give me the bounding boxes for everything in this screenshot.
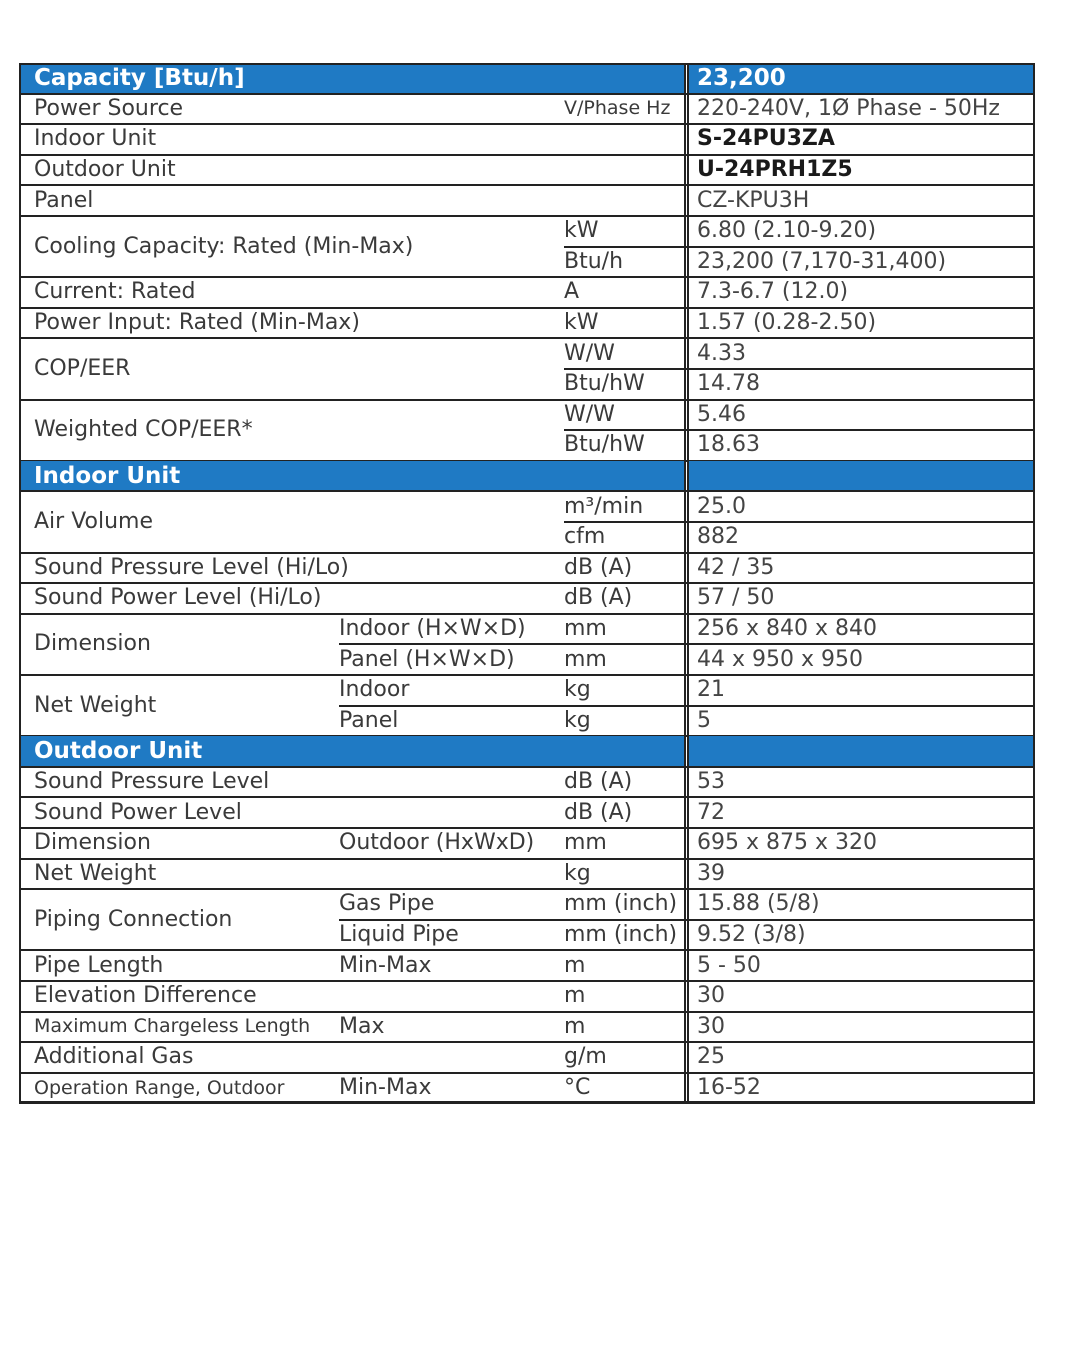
spec-unit: W/W [564,401,615,427]
spec-value: 53 [697,769,725,795]
spec-value: 30 [697,983,725,1009]
spec-value: 25.0 [697,493,746,519]
spec-value: 44 x 950 x 950 [697,646,863,672]
spec-value: 18.63 [697,432,760,458]
spec-label: Sound Power Level (Hi/Lo) [34,585,322,611]
spec-unit: m³/min [564,493,644,519]
section-header-value-band [688,461,1035,492]
spec-label: Air Volume [34,508,154,534]
spec-value: 220-240V, 1Ø Phase - 50Hz [697,95,1000,121]
spec-unit: mm [564,616,607,642]
spec-label: Sound Pressure Level (Hi/Lo) [34,554,349,580]
section-header-value-band [688,736,1035,767]
spec-label: Cooling Capacity: Rated (Min-Max) [34,233,414,259]
spec-unit: m [564,1013,586,1039]
spec-label: Net Weight [34,860,157,886]
spec-qualifier: Indoor [339,677,410,703]
spec-label: Operation Range, Outdoor [34,1076,285,1099]
spec-qualifier: Outdoor (HxWxD) [339,830,535,856]
spec-value: 21 [697,677,725,703]
spec-unit: Btu/h [564,248,624,274]
spec-unit: kW [564,310,599,336]
spec-label: Maximum Chargeless Length [34,1015,311,1038]
spec-unit: A [564,279,580,305]
spec-unit: cfm [564,524,606,550]
spec-label: Power Source [34,95,184,121]
section-header-value: 23,200 [697,64,786,91]
spec-label: COP/EER [34,355,131,381]
spec-value: 14.78 [697,371,760,397]
spec-value: 5 [697,707,711,733]
spec-unit: kg [564,677,591,703]
spec-label: Weighted COP/EER* [34,417,253,443]
spec-label: Current: Rated [34,279,196,305]
spec-unit: V/Phase Hz [564,97,671,120]
spec-unit: kg [564,860,591,886]
spec-value: 9.52 (3/8) [697,922,806,948]
spec-unit: °C [564,1075,591,1101]
spec-unit: Btu/hW [564,371,645,397]
section-header-label: Capacity [Btu/h] [34,64,245,91]
spec-value: 5.46 [697,401,746,427]
spec-value: 16-52 [697,1075,761,1101]
spec-unit: dB (A) [564,585,633,611]
spec-value: CZ-KPU3H [697,187,810,213]
spec-value: 15.88 (5/8) [697,891,820,917]
spec-value: 695 x 875 x 320 [697,830,877,856]
spec-unit: mm (inch) [564,891,678,917]
spec-label: Net Weight [34,692,157,718]
spec-label: Power Input: Rated (Min-Max) [34,310,360,336]
spec-unit: dB (A) [564,799,633,825]
spec-label: Sound Power Level [34,799,242,825]
spec-value: 256 x 840 x 840 [697,616,877,642]
spec-label: Pipe Length [34,952,164,978]
spec-label: Elevation Difference [34,983,257,1009]
spec-qualifier: Max [339,1013,385,1039]
spec-label: Sound Pressure Level [34,769,270,795]
spec-unit: Btu/hW [564,432,645,458]
spec-label: Outdoor Unit [34,157,176,183]
spec-value: 1.57 (0.28-2.50) [697,310,877,336]
spec-label: Piping Connection [34,906,233,932]
spec-label: Dimension [34,631,151,657]
spec-value: 72 [697,799,725,825]
spec-value: 7.3-6.7 (12.0) [697,279,849,305]
spec-value: 4.33 [697,340,746,366]
spec-table [19,63,1035,1103]
spec-value: 30 [697,1013,725,1039]
spec-value: 23,200 (7,170-31,400) [697,248,947,274]
spec-unit: kW [564,218,599,244]
spec-value: 882 [697,524,739,550]
spec-unit: m [564,952,586,978]
spec-value: 6.80 (2.10-9.20) [697,218,877,244]
spec-label: Panel [34,187,94,213]
spec-unit: mm (inch) [564,922,678,948]
spec-label: Indoor Unit [34,126,157,152]
spec-value: S-24PU3ZA [697,126,835,152]
spec-unit: g/m [564,1044,607,1070]
spec-label: Additional Gas [34,1044,194,1070]
row-divider [19,1102,1035,1104]
spec-value: 39 [697,860,725,886]
spec-unit: kg [564,707,591,733]
spec-unit: mm [564,646,607,672]
spec-label: Dimension [34,830,151,856]
spec-unit: m [564,983,586,1009]
spec-qualifier: Gas Pipe [339,891,435,917]
column-divider [684,63,686,1103]
spec-value: 57 / 50 [697,585,775,611]
column-divider [687,63,689,1103]
spec-qualifier: Panel [339,707,399,733]
spec-qualifier: Panel (H×W×D) [339,646,515,672]
spec-value: 42 / 35 [697,554,775,580]
spec-value: U-24PRH1Z5 [697,157,853,183]
spec-unit: W/W [564,340,615,366]
spec-unit: dB (A) [564,769,633,795]
spec-unit: mm [564,830,607,856]
spec-qualifier: Min-Max [339,952,432,978]
spec-qualifier: Liquid Pipe [339,922,459,948]
spec-value: 25 [697,1044,725,1070]
spec-unit: dB (A) [564,554,633,580]
section-header-label: Outdoor Unit [34,737,203,764]
spec-value: 5 - 50 [697,952,761,978]
spec-qualifier: Min-Max [339,1075,432,1101]
spec-qualifier: Indoor (H×W×D) [339,616,526,642]
section-header-label: Indoor Unit [34,462,181,489]
